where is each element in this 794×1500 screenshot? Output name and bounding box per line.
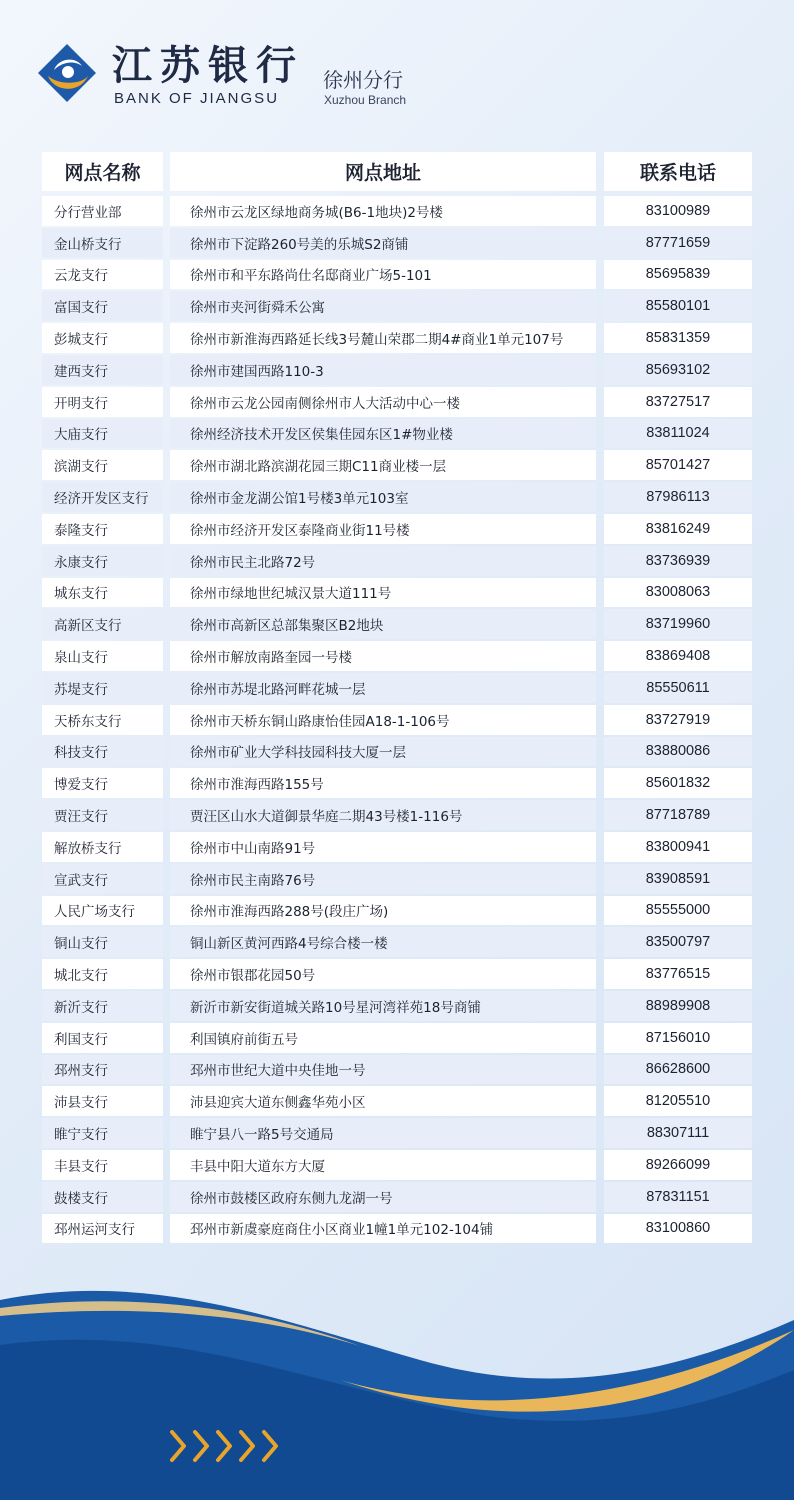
table-row xyxy=(42,1086,752,1116)
branch-phone-cell: 83100860 xyxy=(604,1214,752,1244)
branch-address-cell: 徐州市经济开发区泰隆商业街11号楼 xyxy=(170,514,596,544)
table-row xyxy=(42,609,752,639)
table-row xyxy=(42,1150,752,1180)
header-address: 网点地址 xyxy=(170,152,596,191)
table-row xyxy=(42,673,752,703)
branch-address-cell: 徐州市绿地世纪城汉景大道111号 xyxy=(170,578,596,608)
branch-name-cell: 天桥东支行 xyxy=(42,705,163,735)
branch-address-cell: 徐州市天桥东铜山路康怡佳园A18-1-106号 xyxy=(170,705,596,735)
table-row xyxy=(42,514,752,544)
table-row xyxy=(42,1023,752,1053)
branch-name-cell: 丰县支行 xyxy=(42,1150,163,1180)
bank-name-en: BANK OF JIANGSU xyxy=(114,90,280,107)
table-row xyxy=(42,1214,752,1244)
branch-name-cell: 经济开发区支行 xyxy=(42,482,163,512)
table-row xyxy=(42,991,752,1021)
branch-address-cell: 徐州市淮海西路155号 xyxy=(170,768,596,798)
branch-phone-cell: 87831151 xyxy=(604,1182,752,1212)
branch-address-cell: 利国镇府前街五号 xyxy=(170,1023,596,1053)
branch-address-cell: 徐州市民主南路76号 xyxy=(170,864,596,894)
header-name: 网点名称 xyxy=(42,152,163,191)
branch-address-cell: 徐州市高新区总部集聚区B2地块 xyxy=(170,609,596,639)
branch-name-cell: 金山桥支行 xyxy=(42,228,163,258)
branch-table xyxy=(42,152,752,1245)
branch-name-cell: 贾汪支行 xyxy=(42,800,163,830)
branch-name-cell: 沛县支行 xyxy=(42,1086,163,1116)
branch-name-cell: 彭城支行 xyxy=(42,323,163,353)
branch-name-cell: 城北支行 xyxy=(42,959,163,989)
branch-phone-cell: 85580101 xyxy=(604,291,752,321)
table-row xyxy=(42,196,752,226)
table-row xyxy=(42,832,752,862)
branch-name-cell: 新沂支行 xyxy=(42,991,163,1021)
branch-name-cell: 开明支行 xyxy=(42,387,163,417)
branch-name-cell: 云龙支行 xyxy=(42,260,163,290)
branch-address-cell: 贾汪区山水大道御景华庭二期43号楼1-116号 xyxy=(170,800,596,830)
branch-name-cell: 滨湖支行 xyxy=(42,450,163,480)
branch-phone-cell: 86628600 xyxy=(604,1055,752,1085)
branch-name-cn: 徐州分行 xyxy=(323,68,403,92)
branch-name-cell: 人民广场支行 xyxy=(42,896,163,926)
branch-phone-cell: 85550611 xyxy=(604,673,752,703)
table-row xyxy=(42,291,752,321)
branch-name-cell: 宣武支行 xyxy=(42,864,163,894)
table-row xyxy=(42,323,752,353)
branch-address-cell: 铜山新区黄河西路4号综合楼一楼 xyxy=(170,927,596,957)
table-row xyxy=(42,355,752,385)
branch-name-cell: 高新区支行 xyxy=(42,609,163,639)
branch-address-cell: 徐州市民主北路72号 xyxy=(170,546,596,576)
table-body xyxy=(42,196,752,1243)
branch-phone-cell: 83008063 xyxy=(604,578,752,608)
branch-address-cell: 徐州市中山南路91号 xyxy=(170,832,596,862)
branch-address-cell: 徐州市和平东路尚仕名邸商业广场5-101 xyxy=(170,260,596,290)
branch-phone-cell: 87718789 xyxy=(604,800,752,830)
branch-address-cell: 徐州市云龙公园南侧徐州市人大活动中心一楼 xyxy=(170,387,596,417)
branch-address-cell: 徐州市苏堤北路河畔花城一层 xyxy=(170,673,596,703)
table-row xyxy=(42,387,752,417)
branch-phone-cell: 88989908 xyxy=(604,991,752,1021)
branch-name-cell: 邳州支行 xyxy=(42,1055,163,1085)
branch-address-cell: 徐州市矿业大学科技园科技大厦一层 xyxy=(170,737,596,767)
table-header xyxy=(42,152,752,191)
table-row xyxy=(42,1055,752,1085)
table-row xyxy=(42,546,752,576)
branch-phone-cell: 83869408 xyxy=(604,641,752,671)
table-row xyxy=(42,737,752,767)
table-row xyxy=(42,705,752,735)
branch-address-cell: 邳州市世纪大道中央佳地一号 xyxy=(170,1055,596,1085)
branch-phone-cell: 85601832 xyxy=(604,768,752,798)
table-row xyxy=(42,959,752,989)
branch-phone-cell: 83727919 xyxy=(604,705,752,735)
branch-phone-cell: 88307111 xyxy=(604,1118,752,1148)
branch-name-cell: 鼓楼支行 xyxy=(42,1182,163,1212)
branch-phone-cell: 83100989 xyxy=(604,196,752,226)
branch-address-cell: 徐州市银郡花园50号 xyxy=(170,959,596,989)
table-row xyxy=(42,641,752,671)
branch-phone-cell: 83816249 xyxy=(604,514,752,544)
branch-name-cell: 富国支行 xyxy=(42,291,163,321)
branch-name-cell: 邳州运河支行 xyxy=(42,1214,163,1244)
branch-name-cell: 睢宁支行 xyxy=(42,1118,163,1148)
branch-phone-cell: 83880086 xyxy=(604,737,752,767)
branch-phone-cell: 87156010 xyxy=(604,1023,752,1053)
branch-phone-cell: 83500797 xyxy=(604,927,752,957)
table-row xyxy=(42,260,752,290)
branch-phone-cell: 85831359 xyxy=(604,323,752,353)
branch-name-cell: 解放桥支行 xyxy=(42,832,163,862)
branch-phone-cell: 81205510 xyxy=(604,1086,752,1116)
branch-phone-cell: 83800941 xyxy=(604,832,752,862)
branch-address-cell: 徐州市鼓楼区政府东侧九龙湖一号 xyxy=(170,1182,596,1212)
branch-address-cell: 徐州市建国西路110-3 xyxy=(170,355,596,385)
branch-name-en: Xuzhou Branch xyxy=(324,93,407,107)
branch-name-cell: 泉山支行 xyxy=(42,641,163,671)
branch-name-cell: 利国支行 xyxy=(42,1023,163,1053)
branch-phone-cell: 83811024 xyxy=(604,419,752,449)
branch-phone-cell: 83727517 xyxy=(604,387,752,417)
branch-address-cell: 丰县中阳大道东方大厦 xyxy=(170,1150,596,1180)
footer-decoration xyxy=(0,1250,794,1500)
branch-name-cell: 分行营业部 xyxy=(42,196,163,226)
header xyxy=(0,0,794,140)
branch-name-cell: 永康支行 xyxy=(42,546,163,576)
branch-address-cell: 徐州经济技术开发区侯集佳园东区1#物业楼 xyxy=(170,419,596,449)
branch-name-cell: 城东支行 xyxy=(42,578,163,608)
branch-address-cell: 新沂市新安街道城关路10号星河湾祥苑18号商铺 xyxy=(170,991,596,1021)
branch-address-cell: 沛县迎宾大道东侧鑫华苑小区 xyxy=(170,1086,596,1116)
table-row xyxy=(42,896,752,926)
branch-name-cell: 铜山支行 xyxy=(42,927,163,957)
branch-name-cell: 大庙支行 xyxy=(42,419,163,449)
branch-address-cell: 徐州市解放南路奎园一号楼 xyxy=(170,641,596,671)
branch-address-cell: 睢宁县八一路5号交通局 xyxy=(170,1118,596,1148)
branch-phone-cell: 89266099 xyxy=(604,1150,752,1180)
branch-phone-cell: 87986113 xyxy=(604,482,752,512)
table-row xyxy=(42,768,752,798)
bank-logo-icon xyxy=(34,40,100,106)
branch-address-cell: 徐州市下淀路260号美的乐城S2商铺 xyxy=(170,228,596,258)
branch-address-cell: 徐州市新淮海西路延长线3号麓山荣郡二期4#商业1单元107号 xyxy=(170,323,596,353)
branch-phone-cell: 83736939 xyxy=(604,546,752,576)
table-row xyxy=(42,1118,752,1148)
branch-address-cell: 邳州市新虞豪庭商住小区商业1幢1单元102-104铺 xyxy=(170,1214,596,1244)
table-row xyxy=(42,800,752,830)
branch-phone-cell: 83908591 xyxy=(604,864,752,894)
branch-phone-cell: 83719960 xyxy=(604,609,752,639)
branch-address-cell: 徐州市金龙湖公馆1号楼3单元103室 xyxy=(170,482,596,512)
branch-phone-cell: 85701427 xyxy=(604,450,752,480)
branch-name-cell: 科技支行 xyxy=(42,737,163,767)
bank-name-cn: 江苏银行 xyxy=(112,42,304,89)
branch-name-cell: 泰隆支行 xyxy=(42,514,163,544)
branch-name-cell: 苏堤支行 xyxy=(42,673,163,703)
branch-phone-cell: 87771659 xyxy=(604,228,752,258)
table-row xyxy=(42,482,752,512)
branch-address-cell: 徐州市淮海西路288号(段庄广场) xyxy=(170,896,596,926)
header-phone: 联系电话 xyxy=(604,152,752,191)
table-row xyxy=(42,578,752,608)
table-row xyxy=(42,419,752,449)
branch-name-cell: 博爱支行 xyxy=(42,768,163,798)
branch-address-cell: 徐州市云龙区绿地商务城(B6-1地块)2号楼 xyxy=(170,196,596,226)
table-row xyxy=(42,450,752,480)
branch-address-cell: 徐州市夹河街舜禾公寓 xyxy=(170,291,596,321)
table-row xyxy=(42,927,752,957)
branch-phone-cell: 85555000 xyxy=(604,896,752,926)
table-row xyxy=(42,228,752,258)
branch-phone-cell: 85695839 xyxy=(604,260,752,290)
branch-phone-cell: 83776515 xyxy=(604,959,752,989)
branch-name-cell: 建西支行 xyxy=(42,355,163,385)
table-row xyxy=(42,1182,752,1212)
branch-phone-cell: 85693102 xyxy=(604,355,752,385)
branch-address-cell: 徐州市湖北路滨湖花园三期C11商业楼一层 xyxy=(170,450,596,480)
table-row xyxy=(42,864,752,894)
